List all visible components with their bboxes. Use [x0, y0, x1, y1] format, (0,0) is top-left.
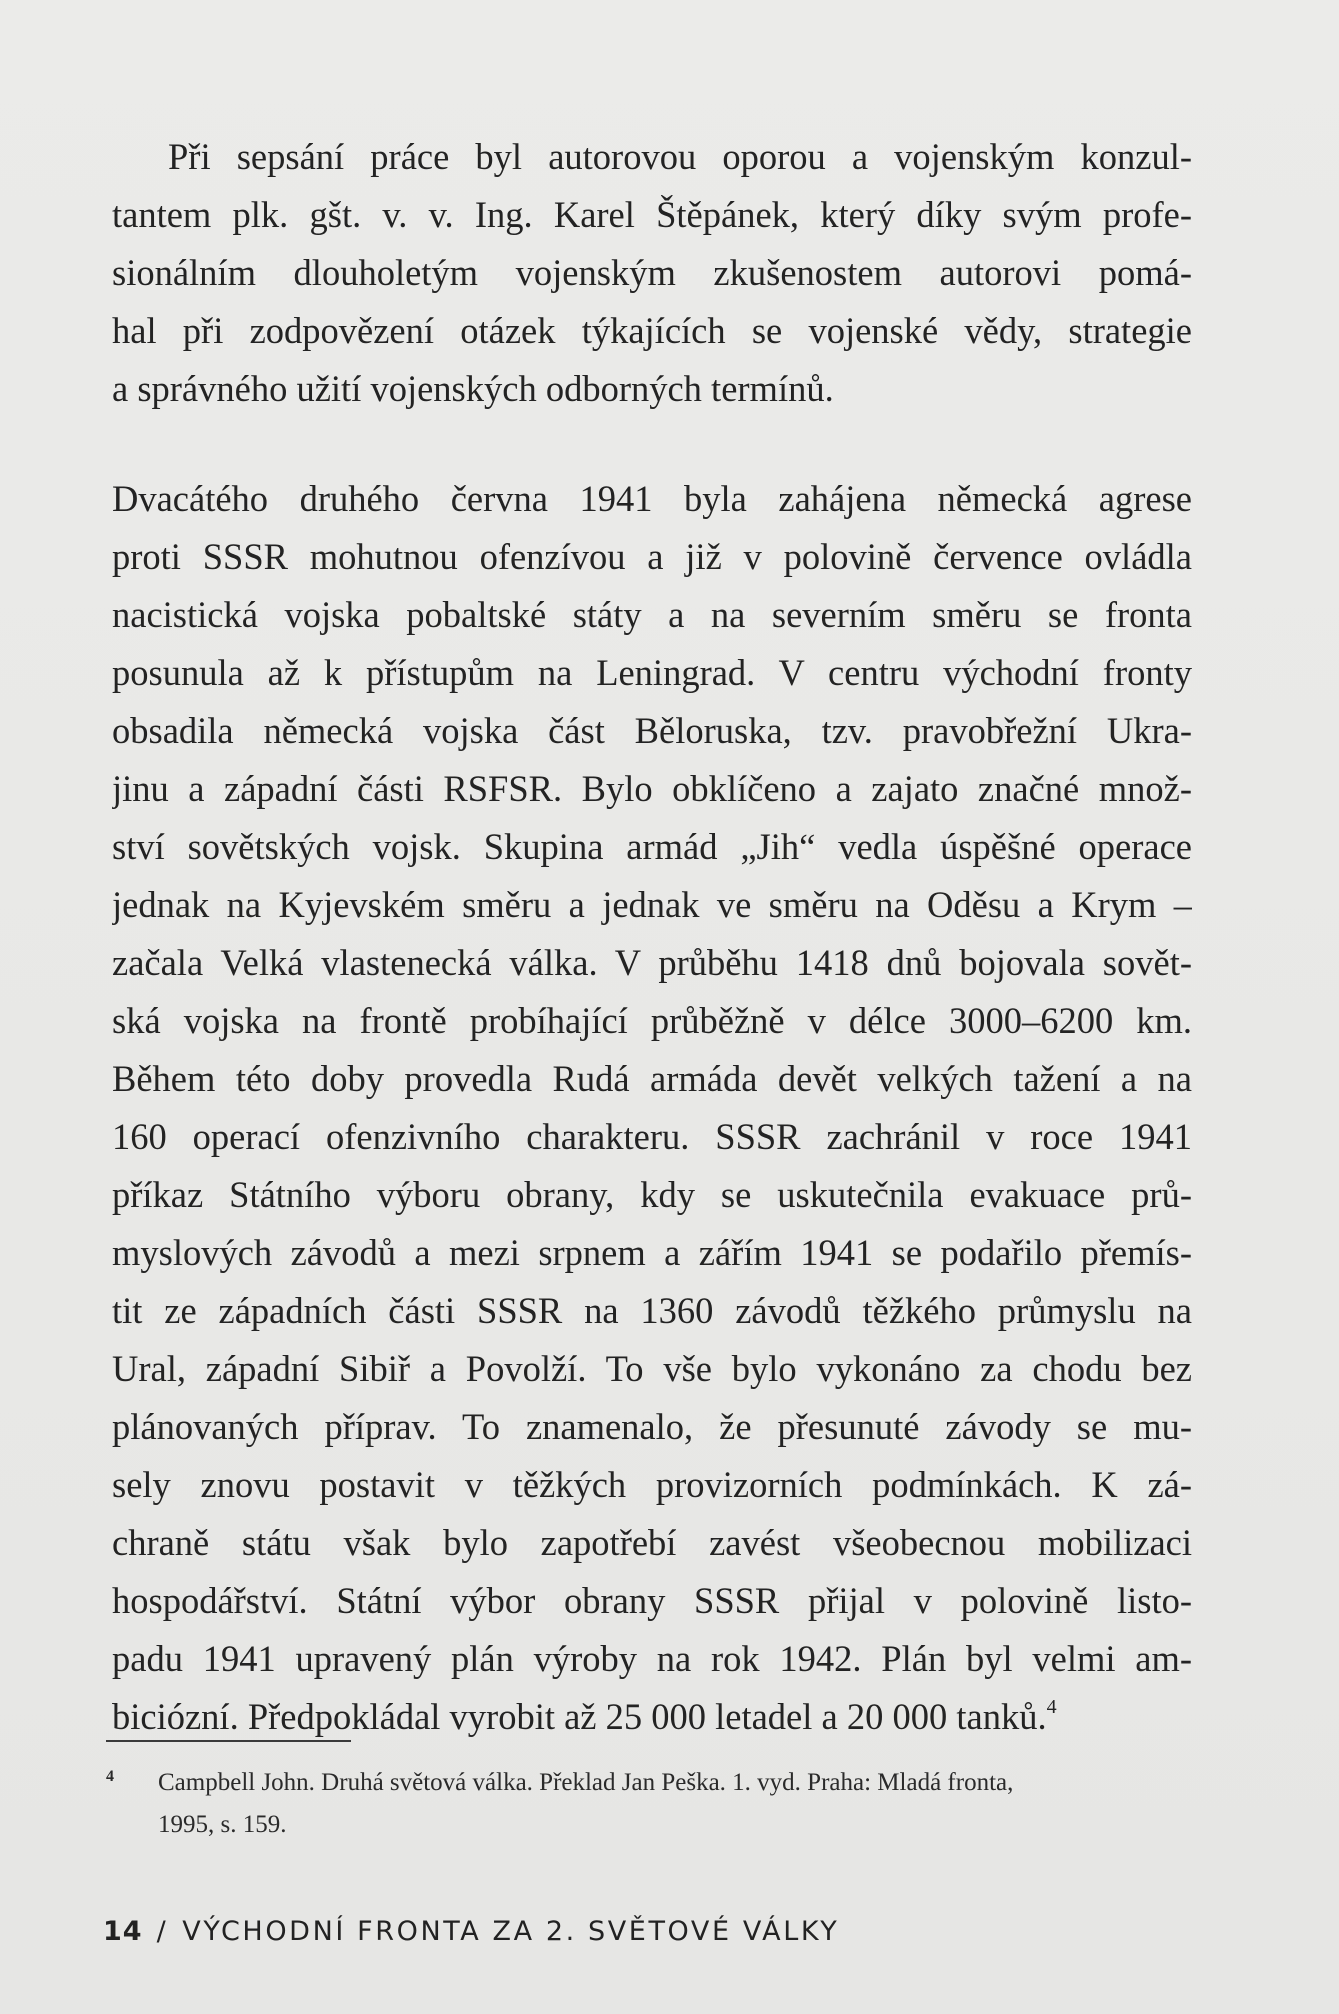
text-line: ská vojska na frontě probíhající průběžně v délce 3000–6200 km.	[112, 1000, 1192, 1041]
text-line: biciózní. Předpokládal vyrobit až 25 000 letadel a 20 000 tanků.	[112, 1696, 1047, 1737]
text-line: sely znovu postavit v těžkých provizorních podmínkách. K zá-	[112, 1464, 1192, 1505]
text-line: jednak na Kyjevském směru a jednak ve směru na Oděsu a Krym –	[112, 884, 1192, 925]
text-line: tantem plk. gšt. v. v. Ing. Karel Štěpánek, který díky svým profe-	[112, 194, 1192, 235]
text-line: obsadila německá vojska část Běloruska, tzv. pravobřežní Ukra-	[112, 710, 1192, 751]
text-line: jinu a západní části RSFSR. Bylo obklíčeno a zajato značné množ-	[112, 768, 1192, 809]
footnote-reference[interactable]: 4	[1046, 1696, 1057, 1718]
text-line: ství sovětských vojsk. Skupina armád „Jih“ vedla úspěšné operace	[112, 826, 1192, 867]
text-line: hal při zodpovězení otázek týkajících se vojenské vědy, strategie	[112, 310, 1192, 351]
text-line: příkaz Státního výboru obrany, kdy se uskutečnila evakuace prů-	[112, 1174, 1192, 1215]
running-footer	[103, 1916, 839, 1947]
footnote-number: 4	[106, 1768, 114, 1785]
text-line: začala Velká vlastenecká válka. V průběhu 1418 dnů bojovala sovět-	[112, 942, 1192, 983]
text-line: tit ze západních části SSSR na 1360 závodů těžkého průmyslu na	[112, 1290, 1192, 1331]
footnote-text	[158, 1762, 1196, 1846]
page-number: 14	[103, 1916, 143, 1947]
footer-separator: /	[156, 1916, 169, 1947]
text-line: myslových závodů a mezi srpnem a zářím 1941 se podařilo přemís-	[112, 1232, 1192, 1273]
paragraph-acknowledgement	[112, 128, 1192, 418]
footnote-line: Campbell John. Druhá světová válka. Překlad Jan Peška. 1. vyd. Praha: Mladá fronta,	[158, 1769, 1014, 1796]
text-line: nacistická vojska pobaltské státy a na severním směru se fronta	[112, 594, 1192, 635]
text-line: Dvacátého druhého června 1941 byla zahájena německá agrese	[112, 478, 1192, 519]
running-title: VÝCHODNÍ FRONTA ZA 2. SVĚTOVÉ VÁLKY	[182, 1916, 840, 1947]
text-line-with-footnote-ref	[112, 1688, 1192, 1746]
text-line: posunula až k přístupům na Leningrad. V centru východní fronty	[112, 652, 1192, 693]
text-line: Během této doby provedla Rudá armáda devět velkých tažení a na	[112, 1058, 1192, 1099]
text-line: Ural, západní Sibiř a Povolží. To vše bylo vykonáno za chodu bez	[112, 1348, 1192, 1389]
footnote-divider	[106, 1740, 351, 1742]
text-line: proti SSSR mohutnou ofenzívou a již v polovině července ovládla	[112, 536, 1192, 577]
text-line: 160 operací ofenzivního charakteru. SSSR zachránil v roce 1941	[112, 1116, 1192, 1157]
text-line: chraně státu však bylo zapotřebí zavést všeobecnou mobilizaci	[112, 1522, 1192, 1563]
footnote	[106, 1762, 1196, 1846]
footnote-line: 1995, s. 159.	[158, 1811, 287, 1838]
text-line: hospodářství. Státní výbor obrany SSSR přijal v polovině listo-	[112, 1580, 1192, 1621]
text-line: plánovaných příprav. To znamenalo, že přesunuté závody se mu-	[112, 1406, 1192, 1447]
paragraph-eastern-front	[112, 470, 1192, 1746]
text-line: padu 1941 upravený plán výroby na rok 1942. Plán byl velmi am-	[112, 1638, 1192, 1679]
text-line: sionálním dlouholetým vojenským zkušenostem autorovi pomá-	[112, 252, 1192, 293]
text-line: Při sepsání práce byl autorovou oporou a vojenským konzul-	[168, 136, 1192, 177]
text-line: a správného užití vojenských odborných termínů.	[112, 368, 834, 409]
